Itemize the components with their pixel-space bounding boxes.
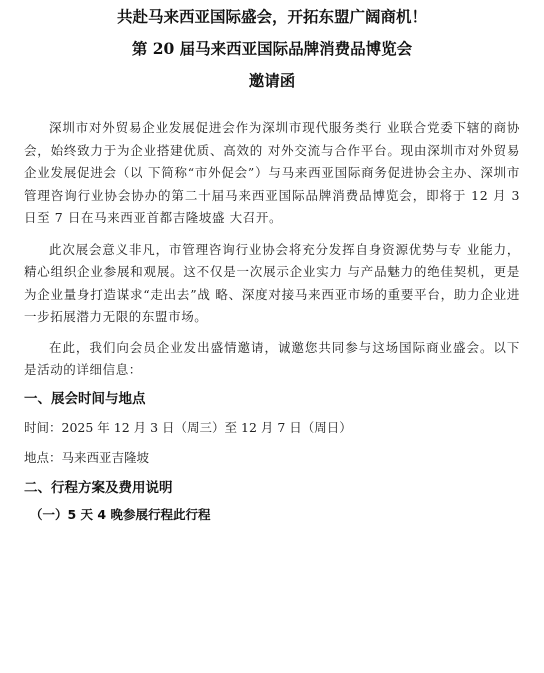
section-heading-time-place: 一、展会时间与地点: [24, 390, 146, 407]
event-time: 时间：2025 年 12 月 3 日（周三）至 12 月 7 日（周日）: [24, 419, 352, 435]
document-title: 第 20 届马来西亚国际品牌消费品博览会: [131, 39, 413, 58]
section-heading-itinerary: 二、行程方案及费用说明: [24, 479, 173, 496]
paragraph-invitation: 在此，我们向会员企业发出盛情邀请，诚邀您共同参与这场国际商业盛会。以下是活动的详细信息：: [24, 339, 520, 377]
document-subtitle: 邀请函: [248, 71, 296, 90]
paragraph-significance: 此次展会意义非凡，市管理咨询行业协会将充分发挥自身资源优势与专 业能力，精心组织企业参展和观展。这不仅是一次展示企业实力 与产品魅力的绝佳契机，更是为企业量身打造谋求“走出去”战 略、深度对接马来西亚市场的重要平台，助力企业进一步拓展潜力无限的东盟市场。: [24, 241, 520, 324]
event-place: 地点：马来西亚吉隆坡: [24, 449, 150, 465]
paragraph-intro: 深圳市对外贸易企业发展促进会作为深圳市现代服务类行 业联合党委下辖的商协会，始终致力于为企业搭建优质、高效的 对外交流与合作平台。现由深圳市对外贸易企业发展促进会（以 下简称“市外促会”）与马来西亚国际商务促进协会主办、深圳市管理咨询行业协会协办的第二十届马来西亚国际品牌消费品博览会，即将于 12 月 3 日至 7 日在马来西亚首都吉隆坡盛 大召开。: [24, 120, 520, 225]
document-slogan: 共赴马来西亚国际盛会，开拓东盟广阔商机！: [116, 7, 427, 26]
itinerary-subheading: （一）5 天 4 晚参展行程此行程: [30, 506, 211, 522]
